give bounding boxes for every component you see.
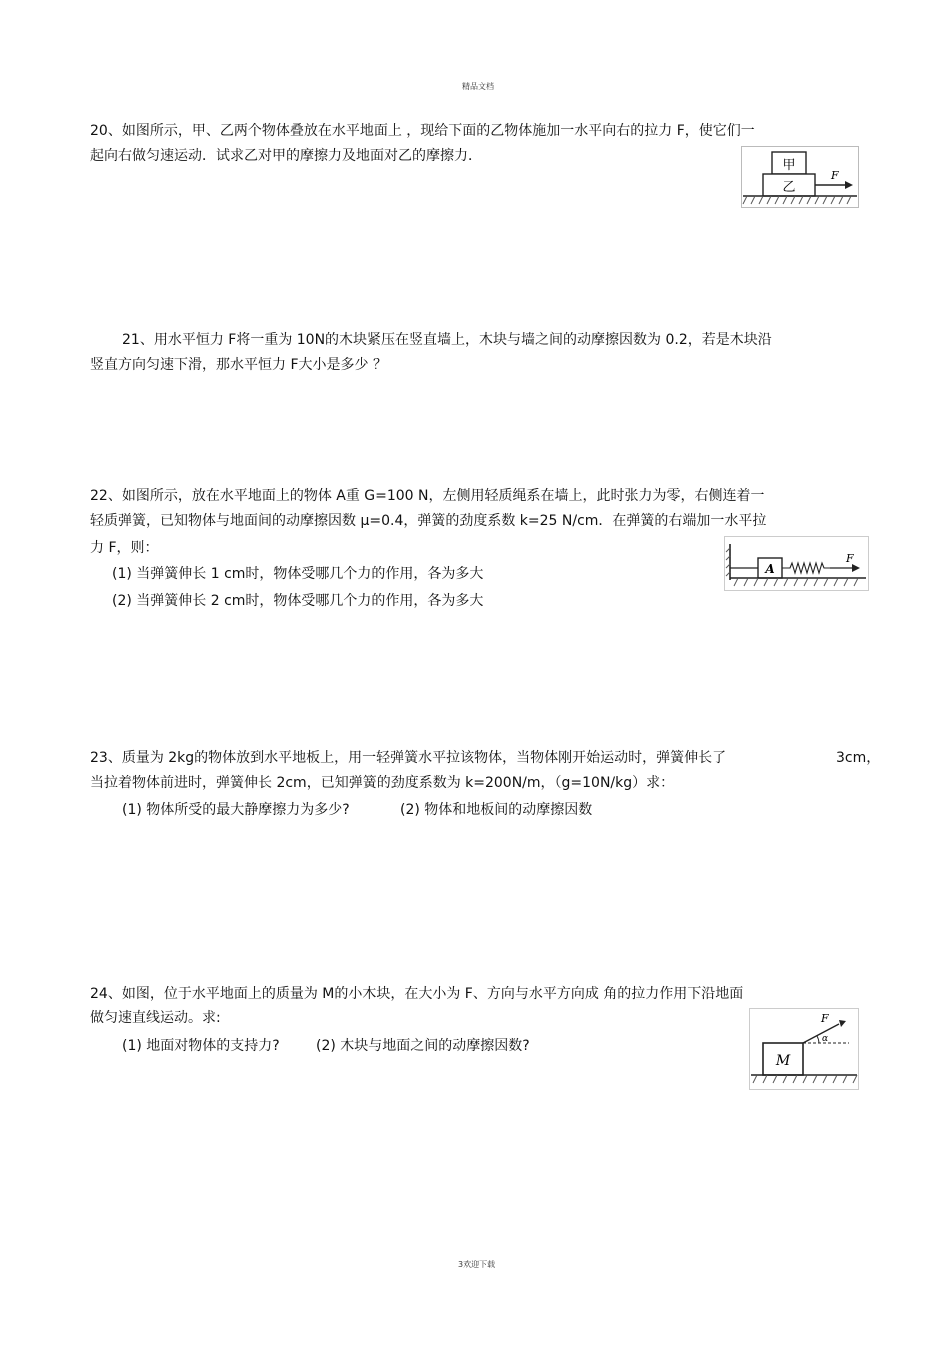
q24-sub2: (2) 木块与地面之间的动摩擦因数? [316,1038,530,1054]
page-footer: 3欢迎下载 [458,1260,496,1269]
spring [782,563,830,573]
q23-sub1: (1) 物体所受的最大静摩擦力为多少? [122,802,350,818]
q21-line1: 21、用水平恒力 F将一重为 10N的木块紧压在竖直墙上，木块与墙之间的动摩擦因数为 0.2，若是木块沿 [122,332,772,348]
q24-line2: 做匀速直线运动。求: [90,1010,221,1026]
q22-line3: 力 F，则： [90,540,159,556]
q21-line2: 竖直方向匀速下滑，那水平恒力 F大小是多少 ？ [90,357,387,373]
q23-line2: 当拉着物体前进时，弹簧伸长 2cm，已知弹簧的劲度系数为 k=200N/m，（g=10N/kg）求： [90,775,675,791]
arrow-icon [852,564,860,572]
q20-line2: 起向右做匀速运动．试求乙对甲的摩擦力及地面对乙的摩擦力． [90,148,482,164]
q22-sub2: (2) 当弹簧伸长 2 cm时，物体受哪几个力的作用，各为多大 [112,593,484,609]
q23-line1-end: 3cm， [836,750,881,766]
angle-label: α [822,1034,829,1044]
force-label: F [831,169,839,182]
q20-line1: 20、如图所示，甲、乙两个物体叠放在水平地面上 ，现给下面的乙物体施加一水平向右的拉力 F，使它们一 [90,123,755,139]
q24-sub1: (1) 地面对物体的支持力? [122,1038,280,1054]
block-jia-label: 甲 [782,158,796,173]
q23-line1: 23、质量为 2kg的物体放到水平地板上，用一轻弹簧水平拉该物体，当物体刚开始运动时，弹簧伸长了 [90,750,727,766]
force-label: F [821,1012,829,1025]
force-label: F [846,552,854,565]
q23-sub2: (2) 物体和地板间的动摩擦因数 [400,802,593,818]
arrow-icon [845,181,853,189]
q22-line1: 22、如图所示，放在水平地面上的物体 A重 G=100 N，左侧用轻质绳系在墙上，此时张力为零，右侧连着一 [90,488,765,504]
q24-figure [749,1008,859,1090]
block-a-label: A [765,562,775,576]
page-header: 精品文档 [462,82,494,91]
block-m-label: M [775,1053,791,1069]
q22-sub1: (1) 当弹簧伸长 1 cm时，物体受哪几个力的作用，各为多大 [112,566,484,582]
q22-figure [724,536,869,591]
q24-line1: 24、如图，位于水平地面上的质量为 M的小木块，在大小为 F、方向与水平方向成 角的拉力作用下沿地面 [90,986,744,1002]
arrow-icon [839,1020,846,1027]
q22-line2: 轻质弹簧，已知物体与地面间的动摩擦因数 μ=0.4，弹簧的劲度系数 k=25 N/cm．在弹簧的右端加一水平拉 [90,513,767,529]
q20-figure [741,146,859,208]
block-yi-label: 乙 [782,180,796,195]
